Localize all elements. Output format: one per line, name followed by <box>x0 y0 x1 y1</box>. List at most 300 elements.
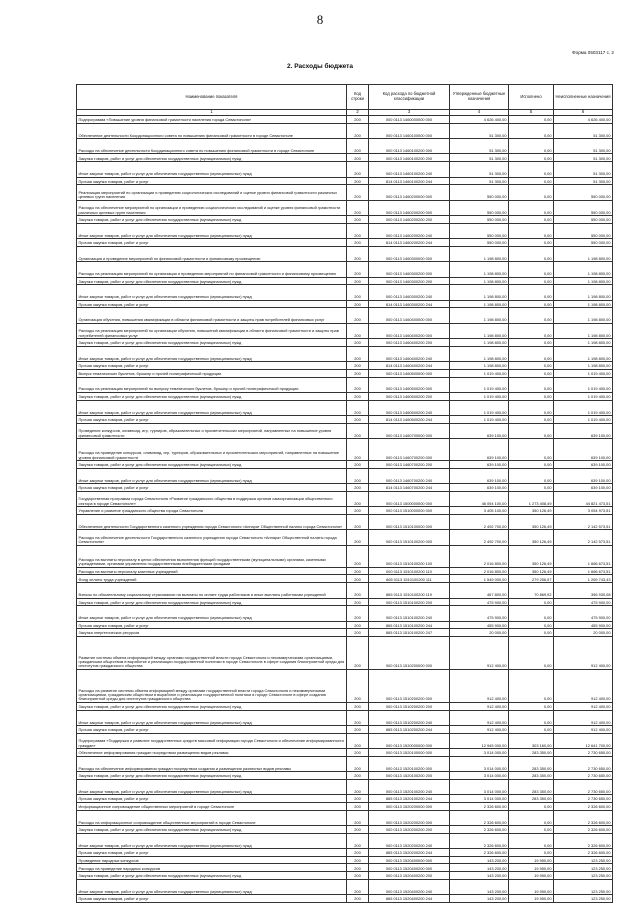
row-expense-code: 000 0113 1520400200 200 <box>369 872 450 880</box>
row-expense-code: 000 0113 1510200000 000 <box>369 636 450 669</box>
row-approved: 1 198 800,00 <box>450 308 509 323</box>
table-row <box>77 461 613 469</box>
table-row <box>77 779 613 794</box>
row-remaining: 550 000,00 <box>554 200 613 215</box>
row-remaining: 1 019 400,00 <box>554 369 613 377</box>
row-executed: 0,00 <box>509 239 554 247</box>
row-line-code: 200 <box>347 514 369 529</box>
row-name: Иные закупки товаров, работ и услуг для обеспечения государственных (муниципальных) нужд <box>77 285 347 300</box>
row-remaining: 912 400,00 <box>554 710 613 725</box>
row-expense-code: 865 0113 1510100200 244 <box>369 621 450 629</box>
row-name: Информационное сопровождение общественных мероприятий в городе Севастополе <box>77 802 347 810</box>
row-approved: 51 300,00 <box>450 162 509 177</box>
row-executed: 0,00 <box>509 339 554 347</box>
row-approved: 912 400,00 <box>450 710 509 725</box>
row-remaining: 1 269 743,43 <box>554 575 613 583</box>
row-executed: 0,00 <box>509 323 554 338</box>
row-expense-code: 000 0113 1460700200 240 <box>369 468 450 483</box>
row-line-code: 200 <box>347 216 369 224</box>
row-approved: 639 100,00 <box>450 484 509 492</box>
table-row <box>77 423 613 438</box>
row-remaining: 3 054 973,51 <box>554 507 613 515</box>
row-approved: 1 019 400,00 <box>450 400 509 415</box>
row-approved: 639 100,00 <box>450 461 509 469</box>
row-expense-code: 000 0113 1520000000 000 <box>369 733 450 748</box>
column-number: 1 <box>77 110 347 116</box>
row-approved: 550 000,00 <box>450 200 509 215</box>
table-row <box>77 154 613 162</box>
row-remaining: 1 198 800,00 <box>554 277 613 285</box>
row-approved: 550 000,00 <box>450 185 509 200</box>
row-expense-code: 000 0113 1460500200 200 <box>369 392 450 400</box>
row-name: Выпуск тематических буклетов, брошюр и прочей полиграфической продукции <box>77 369 347 377</box>
row-remaining: 912 400,00 <box>554 702 613 710</box>
row-executed: 0,00 <box>509 246 554 261</box>
row-executed: 350 126,49 <box>509 507 554 515</box>
row-expense-code: 000 0113 1510200200 000 <box>369 669 450 702</box>
row-line-code: 200 <box>347 154 369 162</box>
row-expense-code: 000 0113 1520200200 240 <box>369 833 450 848</box>
row-remaining: 2 730 650,00 <box>554 756 613 771</box>
row-approved: 639 100,00 <box>450 468 509 483</box>
row-executed: 0,00 <box>509 362 554 370</box>
row-approved: 3 014 000,00 <box>450 749 509 757</box>
row-executed: 0,00 <box>509 285 554 300</box>
row-executed: 0,00 <box>509 223 554 238</box>
row-remaining: 2 326 600,00 <box>554 802 613 810</box>
row-name: Государственная программа города Севастополя «Развитие гражданского общества в поддержка органов самоорганизации общественного сектора в городе Севастополе» <box>77 491 347 506</box>
row-line-code: 200 <box>347 484 369 492</box>
row-name: Иные закупки товаров, работ и услуг для обеспечения государственных (муниципальных) нужд <box>77 468 347 483</box>
table-row <box>77 636 613 669</box>
row-name: Обеспечение информирования граждан посредством размещения видов рекламы <box>77 749 347 757</box>
row-remaining: 2 730 650,00 <box>554 772 613 780</box>
row-name: Подпрограмма «Повышение уровня финансовой грамотности населения города Севастополя» <box>77 116 347 124</box>
row-approved: 912 400,00 <box>450 702 509 710</box>
table-row <box>77 726 613 734</box>
row-line-code: 200 <box>347 277 369 285</box>
row-remaining: 639 100,00 <box>554 468 613 483</box>
row-line-code: 200 <box>347 669 369 702</box>
row-expense-code: 000 0113 1500000000 000 <box>369 491 450 506</box>
table-row <box>77 491 613 506</box>
row-approved: 467 800,00 <box>450 583 509 598</box>
table-row <box>77 116 613 124</box>
row-approved: 3 014 000,00 <box>450 756 509 771</box>
table-row <box>77 710 613 725</box>
row-line-code: 200 <box>347 895 369 903</box>
row-name: Иные закупки товаров, работ и услуг для обеспечения государственных (муниципальных) нужд <box>77 223 347 238</box>
row-remaining: 1 198 800,00 <box>554 300 613 308</box>
row-expense-code: 000 0113 1510100200 110 <box>369 567 450 575</box>
row-expense-code: 000 0113 1510200200 240 <box>369 710 450 725</box>
column-number: 4 <box>450 110 509 116</box>
table-row <box>77 216 613 224</box>
row-name: Расходы на выплаты персоналу казенных учреждений <box>77 567 347 575</box>
row-line-code: 200 <box>347 439 369 461</box>
row-expense-code: 000 0113 1460500200 240 <box>369 400 450 415</box>
row-remaining: 123 250,00 <box>554 895 613 903</box>
row-approved: 12 945 000,00 <box>450 733 509 748</box>
row-expense-code: 000 0113 1460500200 000 <box>369 377 450 392</box>
row-expense-code: 000 0113 1460200000 000 <box>369 185 450 200</box>
row-approved: 550 000,00 <box>450 239 509 247</box>
row-name: Расходы на информационное сопровождение общественных мероприятий в городе Севастополе <box>77 810 347 825</box>
row-expense-code: 000 0113 1460400200 240 <box>369 346 450 361</box>
row-executed: 0,00 <box>509 162 554 177</box>
row-approved: 1 198 800,00 <box>450 323 509 338</box>
row-name: Иные закупки товаров, работ и услуг для обеспечения государственных (муниципальных) нужд <box>77 879 347 894</box>
row-expense-code: 000 0113 1510100000 000 <box>369 514 450 529</box>
row-name: Взносы по обязательному социальному страхованию на выплаты по оплате труда работников и иные выплаты работникам учреждений <box>77 583 347 598</box>
row-approved: 3 014 000,00 <box>450 772 509 780</box>
row-name: Реализация мероприятий по организации и проведению социологических исследований и оценке уровня финансовой грамотности различных целевых групп населения <box>77 185 347 200</box>
row-approved: 4 626 400,00 <box>450 116 509 124</box>
table-row <box>77 339 613 347</box>
row-expense-code: 865 0113 1520200200 244 <box>369 849 450 857</box>
table-row <box>77 369 613 377</box>
table-row <box>77 756 613 771</box>
table-row <box>77 377 613 392</box>
table-row <box>77 629 613 637</box>
row-approved: 143 200,00 <box>450 872 509 880</box>
row-remaining: 475 900,00 <box>554 598 613 606</box>
row-expense-code: 000 0113 1460000000 000 <box>369 116 450 124</box>
row-executed: 283 350,00 <box>509 756 554 771</box>
row-remaining: 550 000,00 <box>554 223 613 238</box>
table-row <box>77 864 613 872</box>
row-name: Расходы на проведение конкурсов, олимпиад, игр, турниров, образовательных и просветительских мероприятий, направленных на повышение уровня финансовой грамотности <box>77 439 347 461</box>
row-approved: 143 200,00 <box>450 879 509 894</box>
row-remaining: 455 900,00 <box>554 621 613 629</box>
row-executed: 283 350,00 <box>509 772 554 780</box>
row-line-code: 200 <box>347 702 369 710</box>
row-remaining: 1 198 800,00 <box>554 308 613 323</box>
table-row <box>77 416 613 424</box>
table-row <box>77 223 613 238</box>
row-name: Расходы на реализацию мероприятий по организации и проведению мероприятий по финансовой грамотности и финансовому просвещению <box>77 262 347 277</box>
table-row <box>77 733 613 748</box>
row-executed: 350 126,49 <box>509 545 554 567</box>
row-expense-code: 814 0113 1460200200 244 <box>369 239 450 247</box>
row-remaining: 51 300,00 <box>554 162 613 177</box>
row-line-code: 200 <box>347 802 369 810</box>
row-line-code: 200 <box>347 423 369 438</box>
row-name: Закупка товаров, работ и услуг для обеспечения государственных (муниципальных) нужд <box>77 216 347 224</box>
row-approved: 1 198 800,00 <box>450 285 509 300</box>
row-expense-code: 000 0113 1510000000 000 <box>369 507 450 515</box>
row-name: Иные закупки товаров, работ и услуг для обеспечения государственных (муниципальных) нужд <box>77 710 347 725</box>
row-approved: 20 000,00 <box>450 629 509 637</box>
row-expense-code: 000 0113 1460400000 000 <box>369 308 450 323</box>
row-approved: 2 016 800,00 <box>450 545 509 567</box>
row-remaining: 912 400,00 <box>554 726 613 734</box>
row-remaining: 2 326 600,00 <box>554 826 613 834</box>
table-row <box>77 239 613 247</box>
row-name: Прочая закупка товаров, работ и услуг <box>77 177 347 185</box>
row-name: Расходы на развитие системы обмена информацией между органами государственной власти города Севастополя и некоммерческими организациями, гражданским обществом в выработке и реализации государственной политики в городе Севастополе в сфере создания благоприятной среды для институтов гражданского общества <box>77 669 347 702</box>
row-line-code: 200 <box>347 606 369 621</box>
row-expense-code: 000 0113 1510100200 240 <box>369 606 450 621</box>
row-executed: 283 350,00 <box>509 779 554 794</box>
row-approved: 2 326 600,00 <box>450 810 509 825</box>
row-expense-code: 000 0113 1460700200 000 <box>369 439 450 461</box>
row-line-code: 200 <box>347 262 369 277</box>
row-name: Фонд оплаты труда учреждений <box>77 575 347 583</box>
row-remaining: 2 326 600,00 <box>554 833 613 848</box>
row-name: Закупка товаров, работ и услуг для обеспечения государственных (муниципальных) нужд <box>77 277 347 285</box>
row-expense-code: 000 0113 1520400200 240 <box>369 879 450 894</box>
row-executed: 0,00 <box>509 606 554 621</box>
table-row <box>77 285 613 300</box>
row-approved: 51 300,00 <box>450 139 509 154</box>
row-executed: 279 256,57 <box>509 575 554 583</box>
row-expense-code: 000 0113 1460100200 240 <box>369 162 450 177</box>
row-executed: 0,00 <box>509 154 554 162</box>
row-line-code: 200 <box>347 833 369 848</box>
row-executed: 0,00 <box>509 300 554 308</box>
row-remaining: 550 000,00 <box>554 185 613 200</box>
page-number: 8 <box>316 12 324 27</box>
row-line-code: 200 <box>347 779 369 794</box>
table-row <box>77 772 613 780</box>
row-expense-code: 000 0113 1460200200 200 <box>369 216 450 224</box>
header-approved: Утвержденные бюджетные назначения <box>450 85 509 110</box>
row-line-code: 200 <box>347 629 369 637</box>
table-row <box>77 162 613 177</box>
row-name: Иные закупки товаров, работ и услуг для обеспечения государственных (муниципальных) нужд <box>77 606 347 621</box>
row-line-code: 200 <box>347 162 369 177</box>
row-approved: 1 198 800,00 <box>450 346 509 361</box>
row-expense-code: 814 0113 1460400200 244 <box>369 362 450 370</box>
row-executed: 0,00 <box>509 802 554 810</box>
row-remaining: 123 250,00 <box>554 864 613 872</box>
row-line-code: 200 <box>347 726 369 734</box>
row-executed: 0,00 <box>509 216 554 224</box>
row-name: Обеспечение деятельности Координационного совета по повышению финансовой грамотности в городе Севастополе <box>77 123 347 138</box>
row-approved: 2 326 600,00 <box>450 849 509 857</box>
header-name: Наименование показателя <box>77 85 347 110</box>
table-row <box>77 583 613 598</box>
row-expense-code: 865 0113 1520100200 244 <box>369 795 450 803</box>
row-executed: 0,00 <box>509 423 554 438</box>
row-expense-code: 000 0113 1520100200 200 <box>369 772 450 780</box>
row-executed: 350 126,49 <box>509 514 554 529</box>
row-remaining: 1 198 800,00 <box>554 323 613 338</box>
row-line-code: 200 <box>347 733 369 748</box>
row-expense-code: 000 0113 1460100200 200 <box>369 154 450 162</box>
row-line-code: 200 <box>347 826 369 834</box>
row-line-code: 200 <box>347 756 369 771</box>
row-approved: 1 019 400,00 <box>450 392 509 400</box>
row-expense-code: 000 0113 1460300200 200 <box>369 277 450 285</box>
row-remaining: 1 198 800,00 <box>554 346 613 361</box>
table-row <box>77 621 613 629</box>
row-approved: 1 198 800,00 <box>450 246 509 261</box>
row-approved: 143 200,00 <box>450 895 509 903</box>
column-number: 3 <box>369 110 450 116</box>
row-executed: 19 950,00 <box>509 879 554 894</box>
row-name: Расходы на обеспечение мероприятий по организации и проведению социологических исследований и оценке уровня финансовой грамотности различных целевых групп населения <box>77 200 347 215</box>
row-executed: 0,00 <box>509 726 554 734</box>
row-name: Прочая закупка товаров, работ и услуг <box>77 484 347 492</box>
row-line-code: 200 <box>347 323 369 338</box>
row-name: Организация и проведение мероприятий по финансовой грамотности и финансовому просвещению <box>77 246 347 261</box>
row-line-code: 200 <box>347 872 369 880</box>
row-name: Иные закупки товаров, работ и услуг для обеспечения государственных (муниципальных) нужд <box>77 833 347 848</box>
row-executed: 0,00 <box>509 710 554 725</box>
row-remaining: 1 019 400,00 <box>554 392 613 400</box>
row-executed: 0,00 <box>509 621 554 629</box>
row-remaining: 1 198 800,00 <box>554 285 613 300</box>
table-row <box>77 439 613 461</box>
row-remaining: 2 730 650,00 <box>554 795 613 803</box>
table-row <box>77 826 613 834</box>
row-remaining: 2 142 573,51 <box>554 514 613 529</box>
table-row <box>77 392 613 400</box>
row-line-code: 200 <box>347 772 369 780</box>
row-line-code: 200 <box>347 468 369 483</box>
row-expense-code: 000 0113 1520400200 000 <box>369 864 450 872</box>
row-executed: 0,00 <box>509 369 554 377</box>
row-executed: 0,00 <box>509 833 554 848</box>
row-remaining: 1 198 800,00 <box>554 362 613 370</box>
row-executed: 0,00 <box>509 468 554 483</box>
row-remaining: 639 100,00 <box>554 423 613 438</box>
row-name: Закупка товаров, работ и услуг для обеспечения государственных (муниципальных) нужд <box>77 154 347 162</box>
row-line-code: 200 <box>347 123 369 138</box>
row-remaining: 1 019 400,00 <box>554 400 613 415</box>
row-line-code: 200 <box>347 710 369 725</box>
row-line-code: 200 <box>347 116 369 124</box>
table-header-row <box>77 85 613 110</box>
row-remaining: 2 730 650,00 <box>554 779 613 794</box>
row-line-code: 200 <box>347 285 369 300</box>
table-row <box>77 468 613 483</box>
table-row <box>77 308 613 323</box>
table-row <box>77 200 613 215</box>
table-row <box>77 246 613 261</box>
row-executed: 350 126,49 <box>509 530 554 545</box>
row-remaining: 51 300,00 <box>554 154 613 162</box>
row-executed: 303 160,00 <box>509 733 554 748</box>
row-name: Обеспечение деятельности Государственного казенного учреждения города Севастополя «Аппарат Общественной палаты города Севастополя» <box>77 514 347 529</box>
row-remaining: 1 198 800,00 <box>554 262 613 277</box>
row-executed: 0,00 <box>509 200 554 215</box>
row-name: Прочая закупка товаров, работ и услуг <box>77 300 347 308</box>
row-expense-code: 000 0113 1460200200 000 <box>369 200 450 215</box>
row-remaining: 20 000,00 <box>554 629 613 637</box>
row-remaining: 123 250,00 <box>554 879 613 894</box>
row-line-code: 200 <box>347 369 369 377</box>
row-line-code: 200 <box>347 400 369 415</box>
row-remaining: 396 930,08 <box>554 583 613 598</box>
column-number: 5 <box>509 110 554 116</box>
table-row <box>77 895 613 903</box>
row-expense-code: 865 0113 1520400200 244 <box>369 895 450 903</box>
row-line-code: 200 <box>347 849 369 857</box>
row-line-code: 200 <box>347 749 369 757</box>
row-name: Иные закупки товаров, работ и услуг для обеспечения государственных (муниципальных) нужд <box>77 162 347 177</box>
row-name: Закупка товаров, работ и услуг для обеспечения государственных (муниципальных) нужд <box>77 392 347 400</box>
row-remaining: 639 100,00 <box>554 484 613 492</box>
row-remaining: 2 326 600,00 <box>554 849 613 857</box>
row-executed: 0,00 <box>509 439 554 461</box>
table-row <box>77 545 613 567</box>
table-row <box>77 277 613 285</box>
row-executed: 19 950,00 <box>509 872 554 880</box>
header-expense-code: Код расхода по бюджетной классификации <box>369 85 450 110</box>
row-name: Прочая закупка товаров, работ и услуг <box>77 621 347 629</box>
row-executed: 0,00 <box>509 826 554 834</box>
row-remaining: 1 666 673,51 <box>554 567 613 575</box>
row-approved: 1 019 400,00 <box>450 377 509 392</box>
table-row <box>77 879 613 894</box>
row-executed: 0,00 <box>509 377 554 392</box>
row-name: Закупка товаров, работ и услуг для обеспечения государственных (муниципальных) нужд <box>77 702 347 710</box>
row-remaining: 12 641 700,00 <box>554 733 613 748</box>
row-remaining: 2 142 573,51 <box>554 530 613 545</box>
column-number: 2 <box>347 110 369 116</box>
row-name: Проведение конкурсов, олимпиад, игр, турниров, образовательных и просветительских мероприятий, направленных на повышение уровня финансовой грамотности <box>77 423 347 438</box>
row-expense-code: 000 0113 1460400200 200 <box>369 339 450 347</box>
row-expense-code: 000 0113 1520200000 000 <box>369 802 450 810</box>
row-executed: 0,00 <box>509 262 554 277</box>
row-expense-code: 814 0113 1460300200 244 <box>369 300 450 308</box>
row-approved: 639 100,00 <box>450 439 509 461</box>
row-approved: 1 019 400,00 <box>450 369 509 377</box>
row-expense-code: 000 0113 1460200200 240 <box>369 223 450 238</box>
row-executed: 0,00 <box>509 400 554 415</box>
row-executed: 19 950,00 <box>509 895 554 903</box>
row-expense-code: 000 0113 1510100200 200 <box>369 598 450 606</box>
row-remaining: 550 000,00 <box>554 239 613 247</box>
row-remaining: 2 326 600,00 <box>554 810 613 825</box>
row-executed: 19 950,00 <box>509 856 554 864</box>
table-row <box>77 606 613 621</box>
row-expense-code: 000 0113 1460100000 000 <box>369 123 450 138</box>
table-row <box>77 802 613 810</box>
row-approved: 143 200,00 <box>450 856 509 864</box>
row-approved: 2 326 600,00 <box>450 802 509 810</box>
row-line-code: 200 <box>347 856 369 864</box>
table-row <box>77 514 613 529</box>
row-line-code: 200 <box>347 377 369 392</box>
row-line-code: 200 <box>347 308 369 323</box>
row-approved: 2 016 800,00 <box>450 567 509 575</box>
row-name: Расходы на реализацию мероприятий по выпуску тематических буклетов, брошюр и прочей полиграфической продукции <box>77 377 347 392</box>
row-approved: 2 492 700,00 <box>450 514 509 529</box>
row-expense-code: 000 0113 1460700000 000 <box>369 423 450 438</box>
row-line-code: 200 <box>347 392 369 400</box>
row-expense-code: 000 0113 1510100200 000 <box>369 530 450 545</box>
row-approved: 1 198 800,00 <box>450 339 509 347</box>
table-row <box>77 484 613 492</box>
table-row <box>77 362 613 370</box>
row-name: Закупка товаров, работ и услуг для обеспечения государственных (муниципальных) нужд <box>77 598 347 606</box>
row-remaining: 1 198 800,00 <box>554 339 613 347</box>
table-row <box>77 262 613 277</box>
row-name: Прочая закупка товаров, работ и услуг <box>77 416 347 424</box>
row-remaining: 639 100,00 <box>554 439 613 461</box>
row-executed: 0,00 <box>509 484 554 492</box>
row-line-code: 200 <box>347 864 369 872</box>
table-row <box>77 669 613 702</box>
row-line-code: 200 <box>347 300 369 308</box>
row-executed: 1 273 408,49 <box>509 491 554 506</box>
row-line-code: 200 <box>347 583 369 598</box>
table-row <box>77 507 613 515</box>
